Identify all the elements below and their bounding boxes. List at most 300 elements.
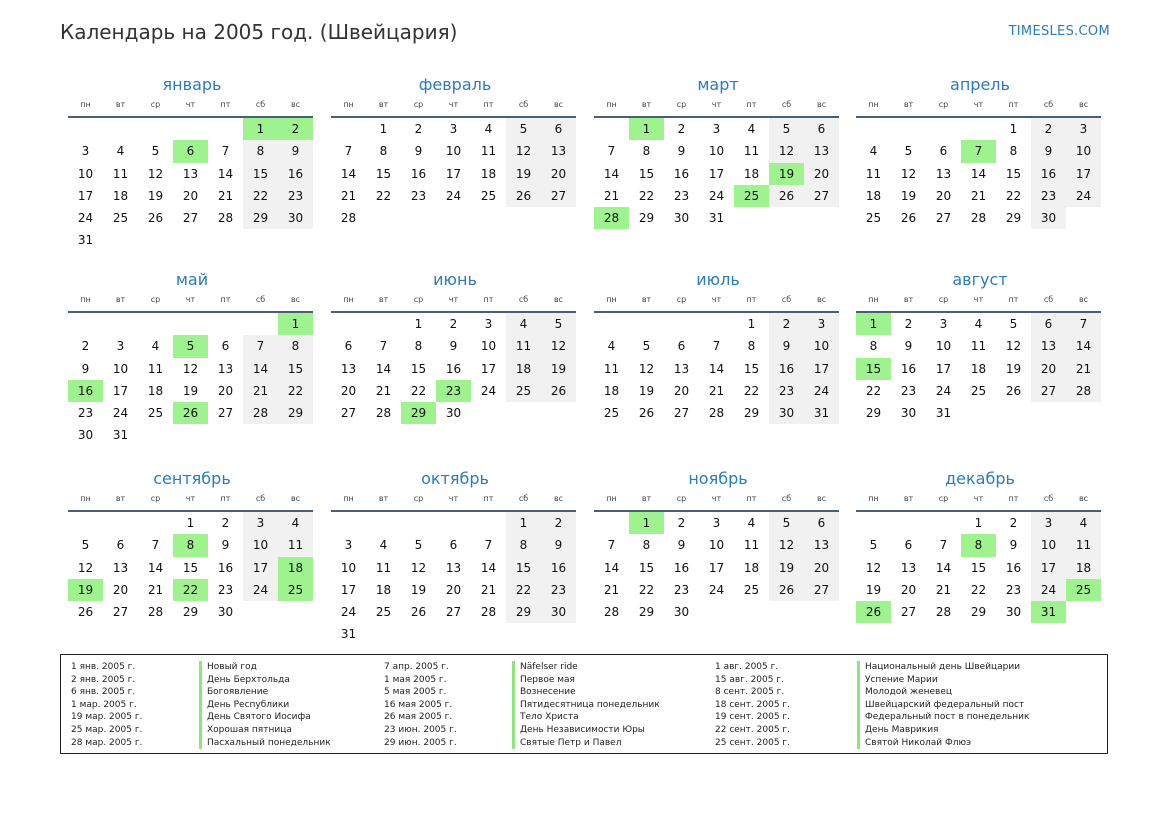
- brand-link[interactable]: TIMESLES.COM: [1008, 24, 1110, 39]
- day-cell[interactable]: 21: [480, 582, 497, 597]
- day-cell[interactable]: 6: [116, 538, 125, 553]
- day-cell[interactable]: 11: [970, 339, 987, 354]
- day-cell[interactable]: 15: [243, 163, 278, 185]
- day-cell[interactable]: 8: [869, 339, 878, 354]
- day-cell[interactable]: 17: [935, 361, 952, 376]
- day-cell[interactable]: 2: [221, 516, 230, 530]
- day-cell[interactable]: 7: [344, 144, 353, 159]
- day-cell[interactable]: 7: [151, 538, 160, 553]
- day-cell[interactable]: 11: [278, 534, 313, 556]
- day-cell[interactable]: 9: [278, 140, 313, 162]
- day-cell[interactable]: 3: [344, 538, 353, 553]
- day-cell[interactable]: 27: [900, 605, 917, 620]
- day-cell[interactable]: 22: [1005, 188, 1022, 203]
- day-cell[interactable]: 23: [900, 383, 917, 398]
- day-cell[interactable]: 24: [935, 383, 952, 398]
- day-cell[interactable]: 15: [638, 560, 655, 575]
- day-cell[interactable]: 5: [151, 144, 160, 159]
- day-cell[interactable]: 17: [480, 361, 497, 376]
- day-cell[interactable]: 14: [217, 166, 234, 181]
- day-cell[interactable]: 19: [638, 383, 655, 398]
- day-cell[interactable]: 9: [449, 339, 458, 354]
- holiday-day-cell[interactable]: 19: [769, 163, 804, 185]
- day-cell[interactable]: 12: [77, 560, 94, 575]
- day-cell[interactable]: 20: [804, 557, 839, 579]
- day-cell[interactable]: 27: [673, 406, 690, 421]
- holiday-day-cell[interactable]: 8: [961, 534, 996, 556]
- day-cell[interactable]: 17: [243, 557, 278, 579]
- day-cell[interactable]: 5: [904, 144, 913, 159]
- day-cell[interactable]: 6: [804, 512, 839, 534]
- day-cell[interactable]: 30: [278, 207, 313, 229]
- day-cell[interactable]: 15: [638, 166, 655, 181]
- day-cell[interactable]: 4: [747, 122, 756, 136]
- day-cell[interactable]: 26: [541, 380, 576, 402]
- day-cell[interactable]: 26: [769, 185, 804, 207]
- day-cell[interactable]: 14: [147, 560, 164, 575]
- day-cell[interactable]: 12: [1005, 339, 1022, 354]
- day-cell[interactable]: 19: [769, 557, 804, 579]
- day-cell[interactable]: 15: [410, 361, 427, 376]
- day-cell[interactable]: 4: [1066, 512, 1101, 534]
- holiday-day-cell[interactable]: 18: [278, 557, 313, 579]
- day-cell[interactable]: 16: [217, 560, 234, 575]
- holiday-day-cell[interactable]: 31: [1031, 601, 1066, 623]
- day-cell[interactable]: 23: [278, 185, 313, 207]
- day-cell[interactable]: 20: [935, 188, 952, 203]
- day-cell[interactable]: 9: [1031, 140, 1066, 162]
- day-cell[interactable]: 19: [410, 582, 427, 597]
- day-cell[interactable]: 27: [804, 185, 839, 207]
- day-cell[interactable]: 3: [1066, 118, 1101, 140]
- day-cell[interactable]: 5: [769, 512, 804, 534]
- day-cell[interactable]: 28: [340, 211, 357, 226]
- day-cell[interactable]: 9: [1009, 538, 1018, 553]
- day-cell[interactable]: 3: [712, 122, 721, 136]
- day-cell[interactable]: 2: [414, 122, 423, 136]
- day-cell[interactable]: 16: [541, 557, 576, 579]
- day-cell[interactable]: 18: [506, 358, 541, 380]
- day-cell[interactable]: 26: [900, 211, 917, 226]
- day-cell[interactable]: 28: [480, 605, 497, 620]
- day-cell[interactable]: 18: [970, 361, 987, 376]
- day-cell[interactable]: 31: [708, 211, 725, 226]
- holiday-day-cell[interactable]: 15: [856, 358, 891, 380]
- day-cell[interactable]: 18: [480, 166, 497, 181]
- day-cell[interactable]: 27: [804, 579, 839, 601]
- day-cell[interactable]: 20: [1031, 358, 1066, 380]
- day-cell[interactable]: 9: [221, 538, 230, 553]
- day-cell[interactable]: 10: [935, 339, 952, 354]
- day-cell[interactable]: 22: [506, 579, 541, 601]
- day-cell[interactable]: 31: [935, 406, 952, 421]
- day-cell[interactable]: 8: [414, 339, 423, 354]
- day-cell[interactable]: 25: [743, 582, 760, 597]
- day-cell[interactable]: 25: [147, 406, 164, 421]
- day-cell[interactable]: 17: [1066, 163, 1101, 185]
- day-cell[interactable]: 4: [484, 122, 493, 136]
- day-cell[interactable]: 26: [506, 185, 541, 207]
- day-cell[interactable]: 3: [712, 516, 721, 530]
- day-cell[interactable]: 30: [217, 605, 234, 620]
- day-cell[interactable]: 1: [506, 512, 541, 534]
- day-cell[interactable]: 27: [935, 211, 952, 226]
- day-cell[interactable]: 9: [541, 534, 576, 556]
- day-cell[interactable]: 4: [506, 313, 541, 335]
- day-cell[interactable]: 4: [974, 317, 983, 331]
- day-cell[interactable]: 25: [603, 406, 620, 421]
- day-cell[interactable]: 13: [445, 560, 462, 575]
- day-cell[interactable]: 27: [182, 211, 199, 226]
- day-cell[interactable]: 30: [445, 406, 462, 421]
- day-cell[interactable]: 24: [1031, 579, 1066, 601]
- day-cell[interactable]: 6: [541, 118, 576, 140]
- day-cell[interactable]: 29: [638, 605, 655, 620]
- day-cell[interactable]: 4: [278, 512, 313, 534]
- day-cell[interactable]: 14: [708, 361, 725, 376]
- day-cell[interactable]: 16: [1031, 163, 1066, 185]
- day-cell[interactable]: 7: [939, 538, 948, 553]
- day-cell[interactable]: 13: [804, 534, 839, 556]
- day-cell[interactable]: 30: [673, 211, 690, 226]
- day-cell[interactable]: 3: [804, 313, 839, 335]
- day-cell[interactable]: 6: [804, 118, 839, 140]
- day-cell[interactable]: 5: [81, 538, 90, 553]
- day-cell[interactable]: 19: [865, 582, 882, 597]
- day-cell[interactable]: 28: [1066, 380, 1101, 402]
- day-cell[interactable]: 23: [673, 582, 690, 597]
- day-cell[interactable]: 9: [904, 339, 913, 354]
- day-cell[interactable]: 28: [603, 605, 620, 620]
- day-cell[interactable]: 4: [379, 538, 388, 553]
- holiday-day-cell[interactable]: 25: [278, 579, 313, 601]
- day-cell[interactable]: 20: [217, 383, 234, 398]
- day-cell[interactable]: 25: [375, 605, 392, 620]
- holiday-day-cell[interactable]: 1: [856, 313, 891, 335]
- day-cell[interactable]: 24: [804, 380, 839, 402]
- day-cell[interactable]: 15: [970, 560, 987, 575]
- holiday-day-cell[interactable]: 19: [68, 579, 103, 601]
- day-cell[interactable]: 17: [112, 383, 129, 398]
- day-cell[interactable]: 12: [410, 560, 427, 575]
- day-cell[interactable]: 19: [1005, 361, 1022, 376]
- day-cell[interactable]: 14: [375, 361, 392, 376]
- day-cell[interactable]: 29: [970, 605, 987, 620]
- day-cell[interactable]: 21: [1066, 358, 1101, 380]
- day-cell[interactable]: 24: [77, 211, 94, 226]
- day-cell[interactable]: 1: [186, 516, 195, 530]
- day-cell[interactable]: 22: [970, 582, 987, 597]
- day-cell[interactable]: 1: [1009, 122, 1018, 136]
- day-cell[interactable]: 21: [708, 383, 725, 398]
- day-cell[interactable]: 2: [1031, 118, 1066, 140]
- day-cell[interactable]: 22: [278, 380, 313, 402]
- day-cell[interactable]: 29: [506, 601, 541, 623]
- day-cell[interactable]: 9: [677, 144, 686, 159]
- day-cell[interactable]: 18: [1066, 557, 1101, 579]
- day-cell[interactable]: 4: [116, 144, 125, 159]
- day-cell[interactable]: 12: [769, 140, 804, 162]
- day-cell[interactable]: 17: [445, 166, 462, 181]
- day-cell[interactable]: 10: [480, 339, 497, 354]
- day-cell[interactable]: 17: [708, 560, 725, 575]
- day-cell[interactable]: 2: [677, 122, 686, 136]
- day-cell[interactable]: 22: [243, 185, 278, 207]
- day-cell[interactable]: 4: [607, 339, 616, 354]
- day-cell[interactable]: 11: [506, 335, 541, 357]
- day-cell[interactable]: 6: [344, 339, 353, 354]
- day-cell[interactable]: 20: [340, 383, 357, 398]
- day-cell[interactable]: 6: [904, 538, 913, 553]
- day-cell[interactable]: 29: [1005, 211, 1022, 226]
- day-cell[interactable]: 2: [81, 339, 90, 354]
- holiday-day-cell[interactable]: 23: [436, 380, 471, 402]
- day-cell[interactable]: 27: [340, 406, 357, 421]
- day-cell[interactable]: 14: [243, 358, 278, 380]
- day-cell[interactable]: 1: [974, 516, 983, 530]
- day-cell[interactable]: 9: [81, 361, 90, 376]
- day-cell[interactable]: 21: [603, 188, 620, 203]
- day-cell[interactable]: 20: [445, 582, 462, 597]
- day-cell[interactable]: 12: [638, 361, 655, 376]
- day-cell[interactable]: 24: [445, 188, 462, 203]
- day-cell[interactable]: 13: [804, 140, 839, 162]
- day-cell[interactable]: 29: [638, 211, 655, 226]
- day-cell[interactable]: 25: [112, 211, 129, 226]
- day-cell[interactable]: 22: [638, 188, 655, 203]
- day-cell[interactable]: 12: [769, 534, 804, 556]
- day-cell[interactable]: 9: [677, 538, 686, 553]
- day-cell[interactable]: 6: [1031, 313, 1066, 335]
- day-cell[interactable]: 3: [243, 512, 278, 534]
- day-cell[interactable]: 20: [182, 188, 199, 203]
- day-cell[interactable]: 31: [804, 402, 839, 424]
- day-cell[interactable]: 10: [112, 361, 129, 376]
- holiday-day-cell[interactable]: 28: [594, 207, 629, 229]
- day-cell[interactable]: 23: [541, 579, 576, 601]
- day-cell[interactable]: 16: [900, 361, 917, 376]
- day-cell[interactable]: 27: [112, 605, 129, 620]
- day-cell[interactable]: 13: [340, 361, 357, 376]
- day-cell[interactable]: 18: [112, 188, 129, 203]
- day-cell[interactable]: 26: [77, 605, 94, 620]
- day-cell[interactable]: 28: [217, 211, 234, 226]
- day-cell[interactable]: 22: [743, 383, 760, 398]
- day-cell[interactable]: 6: [221, 339, 230, 354]
- holiday-day-cell[interactable]: 1: [243, 118, 278, 140]
- day-cell[interactable]: 23: [673, 188, 690, 203]
- day-cell[interactable]: 26: [1005, 383, 1022, 398]
- day-cell[interactable]: 13: [900, 560, 917, 575]
- day-cell[interactable]: 12: [147, 166, 164, 181]
- day-cell[interactable]: 24: [480, 383, 497, 398]
- day-cell[interactable]: 12: [900, 166, 917, 181]
- day-cell[interactable]: 7: [221, 144, 230, 159]
- day-cell[interactable]: 13: [673, 361, 690, 376]
- day-cell[interactable]: 29: [243, 207, 278, 229]
- day-cell[interactable]: 28: [970, 211, 987, 226]
- day-cell[interactable]: 16: [1005, 560, 1022, 575]
- holiday-day-cell[interactable]: 16: [68, 380, 103, 402]
- day-cell[interactable]: 14: [603, 560, 620, 575]
- day-cell[interactable]: 8: [642, 144, 651, 159]
- day-cell[interactable]: 11: [480, 144, 497, 159]
- day-cell[interactable]: 1: [379, 122, 388, 136]
- day-cell[interactable]: 11: [375, 560, 392, 575]
- holiday-day-cell[interactable]: 25: [734, 185, 769, 207]
- day-cell[interactable]: 2: [541, 512, 576, 534]
- day-cell[interactable]: 20: [112, 582, 129, 597]
- day-cell[interactable]: 8: [278, 335, 313, 357]
- day-cell[interactable]: 28: [375, 406, 392, 421]
- day-cell[interactable]: 14: [603, 166, 620, 181]
- holiday-day-cell[interactable]: 8: [173, 534, 208, 556]
- day-cell[interactable]: 27: [445, 605, 462, 620]
- day-cell[interactable]: 24: [708, 582, 725, 597]
- day-cell[interactable]: 15: [743, 361, 760, 376]
- day-cell[interactable]: 13: [217, 361, 234, 376]
- day-cell[interactable]: 24: [708, 188, 725, 203]
- day-cell[interactable]: 23: [217, 582, 234, 597]
- day-cell[interactable]: 20: [541, 163, 576, 185]
- day-cell[interactable]: 30: [673, 605, 690, 620]
- day-cell[interactable]: 18: [375, 582, 392, 597]
- day-cell[interactable]: 19: [506, 163, 541, 185]
- day-cell[interactable]: 21: [970, 188, 987, 203]
- day-cell[interactable]: 25: [480, 188, 497, 203]
- day-cell[interactable]: 11: [743, 538, 760, 553]
- day-cell[interactable]: 28: [147, 605, 164, 620]
- day-cell[interactable]: 24: [340, 605, 357, 620]
- holiday-day-cell[interactable]: 25: [1066, 579, 1101, 601]
- day-cell[interactable]: 13: [112, 560, 129, 575]
- day-cell[interactable]: 18: [743, 560, 760, 575]
- day-cell[interactable]: 29: [743, 406, 760, 421]
- day-cell[interactable]: 19: [182, 383, 199, 398]
- day-cell[interactable]: 21: [603, 582, 620, 597]
- day-cell[interactable]: 29: [278, 402, 313, 424]
- day-cell[interactable]: 9: [769, 335, 804, 357]
- day-cell[interactable]: 13: [1031, 335, 1066, 357]
- day-cell[interactable]: 15: [278, 358, 313, 380]
- day-cell[interactable]: 23: [77, 406, 94, 421]
- day-cell[interactable]: 30: [77, 428, 94, 443]
- day-cell[interactable]: 11: [1066, 534, 1101, 556]
- day-cell[interactable]: 27: [1031, 380, 1066, 402]
- day-cell[interactable]: 14: [480, 560, 497, 575]
- day-cell[interactable]: 22: [410, 383, 427, 398]
- day-cell[interactable]: 5: [642, 339, 651, 354]
- day-cell[interactable]: 26: [769, 579, 804, 601]
- day-cell[interactable]: 21: [217, 188, 234, 203]
- day-cell[interactable]: 3: [116, 339, 125, 354]
- holiday-day-cell[interactable]: 2: [278, 118, 313, 140]
- day-cell[interactable]: 7: [607, 144, 616, 159]
- day-cell[interactable]: 26: [638, 406, 655, 421]
- day-cell[interactable]: 10: [243, 534, 278, 556]
- day-cell[interactable]: 5: [769, 118, 804, 140]
- day-cell[interactable]: 30: [541, 601, 576, 623]
- day-cell[interactable]: 8: [379, 144, 388, 159]
- day-cell[interactable]: 10: [340, 560, 357, 575]
- day-cell[interactable]: 20: [900, 582, 917, 597]
- day-cell[interactable]: 20: [673, 383, 690, 398]
- day-cell[interactable]: 14: [935, 560, 952, 575]
- day-cell[interactable]: 1: [747, 317, 756, 331]
- day-cell[interactable]: 4: [151, 339, 160, 354]
- day-cell[interactable]: 21: [340, 188, 357, 203]
- day-cell[interactable]: 21: [375, 383, 392, 398]
- day-cell[interactable]: 16: [673, 560, 690, 575]
- day-cell[interactable]: 11: [743, 144, 760, 159]
- holiday-day-cell[interactable]: 6: [173, 140, 208, 162]
- day-cell[interactable]: 8: [506, 534, 541, 556]
- day-cell[interactable]: 23: [410, 188, 427, 203]
- day-cell[interactable]: 5: [1009, 317, 1018, 331]
- day-cell[interactable]: 11: [865, 166, 882, 181]
- day-cell[interactable]: 18: [743, 166, 760, 181]
- holiday-day-cell[interactable]: 26: [856, 601, 891, 623]
- day-cell[interactable]: 7: [243, 335, 278, 357]
- day-cell[interactable]: 10: [445, 144, 462, 159]
- day-cell[interactable]: 4: [869, 144, 878, 159]
- day-cell[interactable]: 15: [182, 560, 199, 575]
- day-cell[interactable]: 13: [541, 140, 576, 162]
- day-cell[interactable]: 18: [147, 383, 164, 398]
- day-cell[interactable]: 5: [506, 118, 541, 140]
- day-cell[interactable]: 14: [340, 166, 357, 181]
- day-cell[interactable]: 3: [81, 144, 90, 159]
- day-cell[interactable]: 19: [147, 188, 164, 203]
- day-cell[interactable]: 18: [603, 383, 620, 398]
- day-cell[interactable]: 10: [1031, 534, 1066, 556]
- day-cell[interactable]: 12: [541, 335, 576, 357]
- day-cell[interactable]: 24: [112, 406, 129, 421]
- holiday-day-cell[interactable]: 1: [629, 512, 664, 534]
- day-cell[interactable]: 13: [182, 166, 199, 181]
- day-cell[interactable]: 21: [243, 380, 278, 402]
- holiday-day-cell[interactable]: 22: [173, 579, 208, 601]
- day-cell[interactable]: 6: [449, 538, 458, 553]
- day-cell[interactable]: 6: [939, 144, 948, 159]
- day-cell[interactable]: 8: [243, 140, 278, 162]
- day-cell[interactable]: 18: [865, 188, 882, 203]
- day-cell[interactable]: 30: [900, 406, 917, 421]
- day-cell[interactable]: 28: [708, 406, 725, 421]
- holiday-day-cell[interactable]: 29: [401, 402, 436, 424]
- day-cell[interactable]: 7: [379, 339, 388, 354]
- day-cell[interactable]: 2: [904, 317, 913, 331]
- day-cell[interactable]: 9: [414, 144, 423, 159]
- day-cell[interactable]: 2: [1009, 516, 1018, 530]
- day-cell[interactable]: 31: [77, 233, 94, 248]
- day-cell[interactable]: 16: [673, 166, 690, 181]
- day-cell[interactable]: 16: [445, 361, 462, 376]
- day-cell[interactable]: 13: [935, 166, 952, 181]
- day-cell[interactable]: 31: [112, 428, 129, 443]
- holiday-day-cell[interactable]: 1: [278, 313, 313, 335]
- day-cell[interactable]: 29: [865, 406, 882, 421]
- day-cell[interactable]: 11: [112, 166, 129, 181]
- day-cell[interactable]: 16: [278, 163, 313, 185]
- day-cell[interactable]: 10: [77, 166, 94, 181]
- day-cell[interactable]: 20: [804, 163, 839, 185]
- day-cell[interactable]: 7: [712, 339, 721, 354]
- day-cell[interactable]: 14: [970, 166, 987, 181]
- day-cell[interactable]: 23: [769, 380, 804, 402]
- day-cell[interactable]: 8: [642, 538, 651, 553]
- day-cell[interactable]: 24: [1066, 185, 1101, 207]
